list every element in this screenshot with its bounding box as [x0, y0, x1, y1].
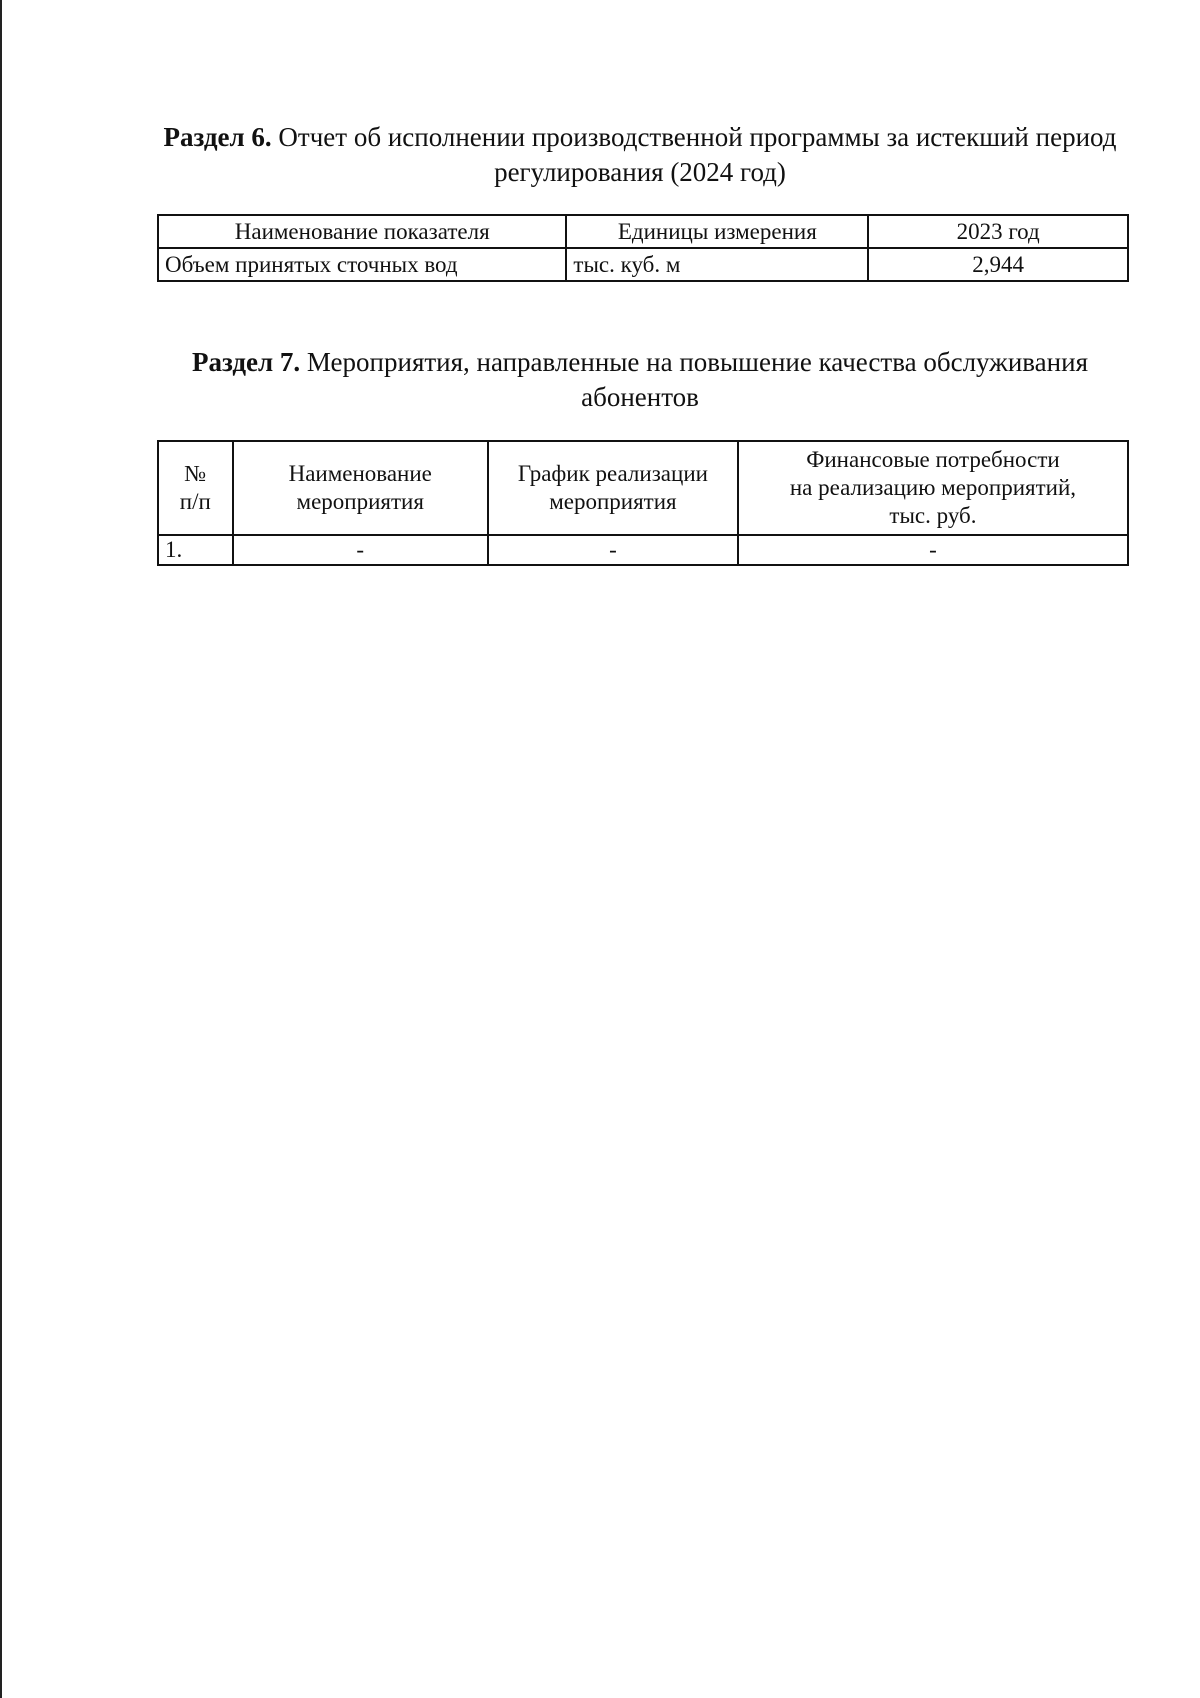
cell-year-value: 2,944 — [868, 248, 1128, 281]
section-6-number: Раздел 6. — [163, 122, 272, 152]
cell-number: 1. — [158, 535, 233, 565]
header-schedule: График реализации мероприятия — [488, 441, 738, 535]
header-measure-name: Наименование мероприятия — [233, 441, 488, 535]
cell-measure-name: - — [233, 535, 488, 565]
header-financial-needs: Финансовые потребности на реализацию мероприятий, тыс. руб. — [738, 441, 1128, 535]
header-units: Единицы измерения — [566, 215, 868, 248]
table-header-row — [158, 215, 1128, 248]
header-indicator-name: Наименование показателя — [158, 215, 566, 248]
cell-units: тыс. куб. м — [566, 248, 868, 281]
cell-schedule: - — [488, 535, 738, 565]
section-6-title — [160, 120, 1120, 190]
table-row — [158, 535, 1128, 565]
table-header-row — [158, 441, 1128, 535]
production-program-report-table — [157, 214, 1129, 282]
section-6-heading-text: Отчет об исполнении производственной программы за истекший период регулирования (2024 год) — [278, 122, 1117, 187]
cell-indicator-name: Объем принятых сточных вод — [158, 248, 566, 281]
page-left-edge — [0, 0, 2, 1698]
section-7-number: Раздел 7. — [192, 347, 301, 377]
cell-financial-needs: - — [738, 535, 1128, 565]
header-number: № п/п — [158, 441, 233, 535]
table-row — [158, 248, 1128, 281]
header-year: 2023 год — [868, 215, 1128, 248]
section-7-heading-text: Мероприятия, направленные на повышение качества обслуживания абонентов — [306, 347, 1088, 412]
section-7-title — [160, 345, 1120, 415]
service-quality-measures-table — [157, 440, 1129, 566]
